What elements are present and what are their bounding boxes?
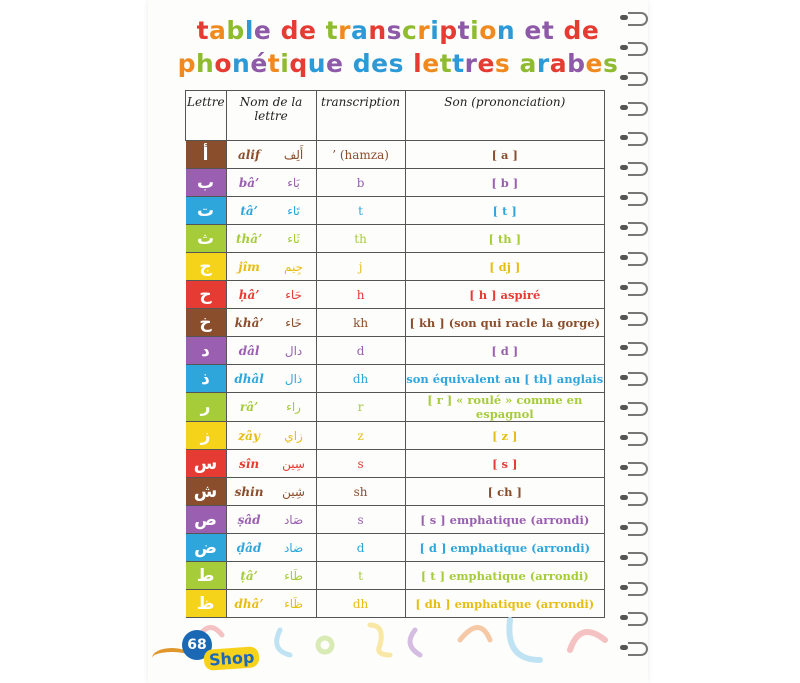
transcription-table xyxy=(185,90,605,618)
header-son: Son (prononciation) xyxy=(405,91,604,141)
table-row xyxy=(186,309,605,337)
binding-ring xyxy=(620,402,646,414)
title-letter: p xyxy=(439,16,458,45)
title-letter: t xyxy=(267,49,281,78)
transcription-cell: dh xyxy=(316,365,405,393)
sound-cell: [ s ] emphatique (arrondi) xyxy=(405,506,604,534)
table-row xyxy=(186,141,605,169)
title-letter: r xyxy=(417,16,431,45)
arabic-name-cell: سِين xyxy=(272,450,317,478)
name-cell: dhâl xyxy=(226,365,272,393)
title-line-1 xyxy=(148,14,648,47)
title-letter: r xyxy=(338,16,351,45)
arabic-name-cell: زاي xyxy=(272,422,317,450)
arabic-name-cell: جِيم xyxy=(272,253,317,281)
title-letter: l xyxy=(413,49,423,78)
table-row xyxy=(186,393,605,422)
transcription-cell: sh xyxy=(316,478,405,506)
title-letter: e xyxy=(326,49,344,78)
page-title xyxy=(148,14,648,80)
transcription-cell: j xyxy=(316,253,405,281)
name-cell: ḥâ’ xyxy=(226,281,272,309)
sound-cell: [ t ] xyxy=(405,197,604,225)
binding-ring xyxy=(620,342,646,354)
title-letter: b xyxy=(567,49,586,78)
sound-cell: [ t ] emphatique (arrondi) xyxy=(405,562,604,590)
title-letter: t xyxy=(196,16,210,45)
title-line-2 xyxy=(148,47,648,80)
arabic-name-cell: راء xyxy=(272,393,317,422)
arabic-name-cell: طَاء xyxy=(272,562,317,590)
name-cell: sîn xyxy=(226,450,272,478)
letter-cell: س xyxy=(186,450,227,478)
binding-ring xyxy=(620,222,646,234)
title-letter: i xyxy=(430,16,440,45)
binding-ring xyxy=(620,312,646,324)
table-row xyxy=(186,225,605,253)
title-letter: e xyxy=(585,49,603,78)
title-letter: i xyxy=(470,16,480,45)
transcription-cell: dh xyxy=(316,590,405,618)
title-letter: s xyxy=(603,49,619,78)
transcription-cell: r xyxy=(316,393,405,422)
table-row xyxy=(186,281,605,309)
table-row xyxy=(186,534,605,562)
sound-cell: [ kh ] (son qui racle la gorge) xyxy=(405,309,604,337)
transcription-cell: t xyxy=(316,562,405,590)
name-cell: ṭâ’ xyxy=(226,562,272,590)
table-row xyxy=(186,562,605,590)
name-cell: jîm xyxy=(226,253,272,281)
deco-stroke xyxy=(277,630,290,655)
title-letter: h xyxy=(196,49,215,78)
table-row xyxy=(186,506,605,534)
letter-cell: د xyxy=(186,337,227,365)
binding-ring xyxy=(620,132,646,144)
letter-cell: ش xyxy=(186,478,227,506)
name-cell: tâ’ xyxy=(226,197,272,225)
sound-cell: [ r ] « roulé » comme en espagnol xyxy=(405,393,604,422)
title-letter: n xyxy=(496,16,516,45)
deco-stroke xyxy=(570,632,605,650)
logo-word: Shop xyxy=(203,646,260,671)
table-row xyxy=(186,169,605,197)
letter-cell: أ xyxy=(186,141,227,169)
binding-ring xyxy=(620,162,646,174)
binding-ring xyxy=(620,102,646,114)
title-letter: p xyxy=(177,49,197,78)
letter-cell: ج xyxy=(186,253,227,281)
name-cell: râ’ xyxy=(226,393,272,422)
title-letter: e xyxy=(477,49,495,78)
sound-cell: son équivalent au [ th] anglais xyxy=(405,365,604,393)
letter-cell: ح xyxy=(186,281,227,309)
letter-cell: ث xyxy=(186,225,227,253)
deco-stroke xyxy=(370,625,390,655)
title-letter: a xyxy=(519,49,537,78)
deco-stroke xyxy=(460,628,490,641)
letter-cell: ض xyxy=(186,534,227,562)
title-letter: o xyxy=(214,49,233,78)
title-letter: q xyxy=(289,49,308,78)
title-letter: s xyxy=(494,49,511,78)
title-letter: t xyxy=(457,16,471,45)
name-cell: dâl xyxy=(226,337,272,365)
title-letter: u xyxy=(307,49,327,78)
title-letter: t xyxy=(325,16,339,45)
arabic-name-cell: خَاء xyxy=(272,309,317,337)
table-row xyxy=(186,253,605,281)
binding-ring xyxy=(620,282,646,294)
binding-ring xyxy=(620,522,646,534)
header-lettre: Lettre xyxy=(186,91,227,141)
arabic-name-cell: حَاء xyxy=(272,281,317,309)
title-letter: de xyxy=(563,16,600,45)
title-letter: e xyxy=(422,49,440,78)
binding-ring xyxy=(620,252,646,264)
arabic-name-cell: ضاد xyxy=(272,534,317,562)
name-cell: alif xyxy=(226,141,272,169)
title-letter: a xyxy=(549,49,568,78)
header-transcription: transcription xyxy=(316,91,405,141)
title-letter: n xyxy=(368,16,387,45)
transcription-cell: th xyxy=(316,225,405,253)
binding-ring xyxy=(620,582,646,594)
deco-stroke xyxy=(318,638,332,652)
name-cell: ḍâd xyxy=(226,534,272,562)
name-cell: bâ’ xyxy=(226,169,272,197)
binding-ring xyxy=(620,492,646,504)
sound-cell: [ a ] xyxy=(405,141,604,169)
binding-ring xyxy=(620,432,646,444)
title-letter: r xyxy=(536,49,550,78)
letter-cell: ب xyxy=(186,169,227,197)
sound-cell: [ dj ] xyxy=(405,253,604,281)
sound-cell: [ th ] xyxy=(405,225,604,253)
letter-cell: ط xyxy=(186,562,227,590)
logo-badge: 68 xyxy=(182,630,212,660)
transcription-cell: s xyxy=(316,450,405,478)
title-letter: o xyxy=(479,16,497,45)
title-letter: t xyxy=(439,49,453,78)
name-cell: ṣâd xyxy=(226,506,272,534)
sound-cell: [ b ] xyxy=(405,169,604,197)
sound-cell: [ s ] xyxy=(405,450,604,478)
transcription-cell: d xyxy=(316,337,405,365)
title-letter: b xyxy=(226,16,245,45)
letter-cell: ز xyxy=(186,422,227,450)
transcription-cell: kh xyxy=(316,309,405,337)
name-cell: thâ’ xyxy=(226,225,272,253)
arabic-name-cell: صَاد xyxy=(272,506,317,534)
letter-cell: ظ xyxy=(186,590,227,618)
binding-ring xyxy=(620,462,646,474)
transcription-cell: d xyxy=(316,534,405,562)
title-letter: n xyxy=(232,49,251,78)
sound-cell: [ dh ] emphatique (arrondi) xyxy=(405,590,604,618)
header-nom: Nom de la lettre xyxy=(226,91,316,141)
name-cell: shin xyxy=(226,478,272,506)
sound-cell: [ d ] xyxy=(405,337,604,365)
transcription-cell: b xyxy=(316,169,405,197)
transcription-cell: t xyxy=(316,197,405,225)
table-header-row xyxy=(186,91,605,141)
sound-cell: [ d ] emphatique (arrondi) xyxy=(405,534,604,562)
name-cell: dhâ’ xyxy=(226,590,272,618)
title-letter: i xyxy=(280,49,290,78)
table-row xyxy=(186,450,605,478)
deco-stroke xyxy=(509,620,540,660)
title-letter: s xyxy=(386,16,403,45)
letter-cell: ت xyxy=(186,197,227,225)
binding-ring xyxy=(620,192,646,204)
title-letter: é xyxy=(250,49,268,78)
name-cell: khâ’ xyxy=(226,309,272,337)
deco-stroke xyxy=(410,630,420,655)
title-letter: r xyxy=(464,49,478,78)
arabic-name-cell: أَلِف xyxy=(272,141,317,169)
sound-cell: [ ch ] xyxy=(405,478,604,506)
title-letter: c xyxy=(402,16,418,45)
arabic-name-cell: شِين xyxy=(272,478,317,506)
transcription-cell: z xyxy=(316,422,405,450)
spiral-binding xyxy=(620,12,650,672)
letter-cell: خ xyxy=(186,309,227,337)
title-letter: a xyxy=(209,16,227,45)
arabic-name-cell: بَاء xyxy=(272,169,317,197)
title-letter: a xyxy=(350,16,369,45)
binding-ring xyxy=(620,552,646,564)
sound-cell: [ h ] aspiré xyxy=(405,281,604,309)
title-letter: l xyxy=(244,16,254,45)
letter-cell: ر xyxy=(186,393,227,422)
title-letter: et xyxy=(515,16,564,45)
arabic-name-cell: ظَاء xyxy=(272,590,317,618)
title-letter: t xyxy=(452,49,465,78)
name-cell: zây xyxy=(226,422,272,450)
title-letter xyxy=(510,49,519,78)
arabic-name-cell: تَاء xyxy=(272,197,317,225)
arabic-name-cell: ذال xyxy=(272,365,317,393)
transcription-cell: ’ (hamza) xyxy=(316,141,405,169)
sound-cell: [ z ] xyxy=(405,422,604,450)
binding-ring xyxy=(620,372,646,384)
letter-cell: ص xyxy=(186,506,227,534)
table-row xyxy=(186,422,605,450)
decorative-letters xyxy=(160,600,630,683)
table-row xyxy=(186,197,605,225)
table-row xyxy=(186,478,605,506)
table-row xyxy=(186,365,605,393)
title-letter: e xyxy=(253,16,272,45)
table-row xyxy=(186,337,605,365)
transcription-cell: s xyxy=(316,506,405,534)
transcription-cell: h xyxy=(316,281,405,309)
arabic-name-cell: ثَاء xyxy=(272,225,317,253)
title-letter: de xyxy=(271,16,326,45)
letter-cell: ذ xyxy=(186,365,227,393)
title-letter: des xyxy=(343,49,414,78)
arabic-name-cell: دال xyxy=(272,337,317,365)
